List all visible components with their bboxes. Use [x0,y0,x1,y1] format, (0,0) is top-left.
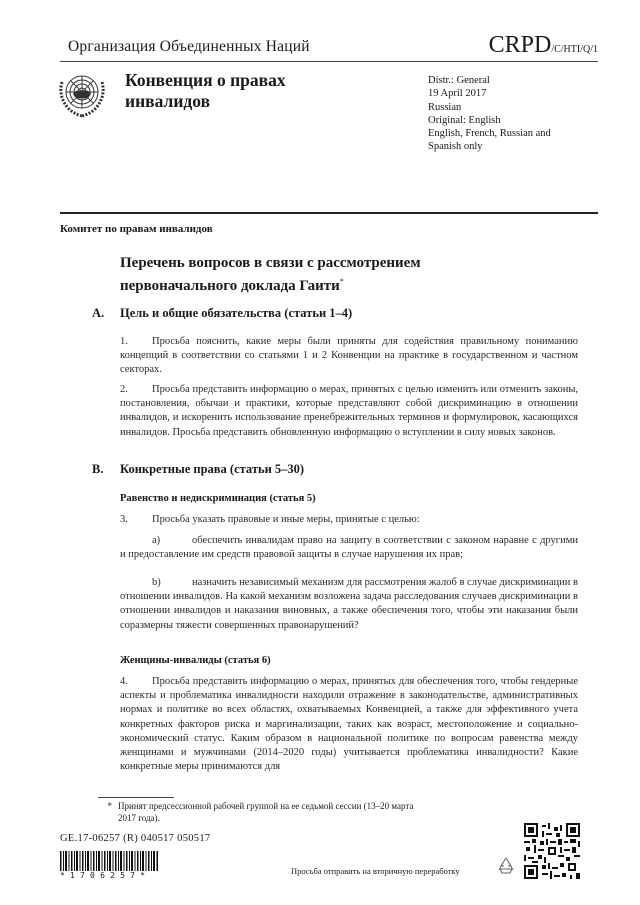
title-line1: Перечень вопросов в связи с рассмотрением [120,255,421,271]
distr-language: Russian [428,101,462,113]
committee-name: Комитет по правам инвалидов [60,223,213,235]
section-a-heading [92,306,352,321]
footnote [98,800,478,824]
paragraph-text: Просьба представить информацию о мерах, принятых для обеспечения того, чтобы гендерные аспекты и проблематика инвалидности находили отражение в законодательстве, административных нормах и политике во всех областях, охватываемых Конвенцией, а также для эффективного учета конкретных факторов риска и маргинализации, таких как возраст, местоположение и социально-экономический статус. Каким образом в национальной политике по вопросам равенства между женщинами и мужчинами (2014–2020 годы) учитывается проблематика инвалидности? Какие конкретные меры принимаются для [120,676,578,773]
footnote-mark: * [107,801,112,811]
subsection-heading-art5: Равенство и недискриминация (статья 5) [120,493,316,504]
convention-title [125,70,286,112]
header-thick-rule [60,212,598,214]
paragraph-3a [120,534,578,562]
footnote-text: Принят предсессионной рабочей группой на ее седьмой сессии (13–20 марта [118,801,414,811]
organization-name: Организация Объединенных Наций [68,38,310,55]
recycle-icon [495,855,517,877]
subparagraph-label: b) [152,577,161,588]
paragraph-text: назначить независимый механизм для рассмотрения жалоб в случае дискриминации в отношении инвалидов. На какой механизм возложена задача расследования случаев дискриминации в отношении инвалидов и наказания виновных, а также обеспечения того, чтобы эти наказания были соразмерны тяжести совершенных правонарушений? [120,577,578,631]
subparagraph-label: a) [152,535,161,546]
distr-languages: English, French, Russian and [428,128,551,140]
paragraph-text: Просьба пояснить, какие меры были приняты для содействия правильному пониманию концепций в соответствии со статьями 1 и 2 Конвенции на практике в государственном и частном секторах. [120,336,578,376]
paragraph-number: 2. [120,384,128,395]
recycle-text: Просьба отправить на вторичную переработку [291,866,460,876]
distr-original: Original: English [428,114,501,126]
convention-title-line1: Конвенция о правах [125,70,286,90]
distr-date: 19 April 2017 [428,88,487,100]
paragraph-4 [120,675,578,774]
subsection-heading-art6: Женщины-инвалиды (статья 6) [120,655,271,666]
section-letter: A. [92,306,105,320]
paragraph-1 [120,335,578,378]
footnote-rule [98,797,174,798]
paragraph-number: 3. [120,514,128,525]
section-letter: B. [92,462,104,476]
symbol-suffix: /C/HTI/Q/1 [551,44,598,55]
section-title: Конкретные права (статьи 5–30) [120,462,305,476]
document-title [120,254,421,295]
paragraph-text: обеспечить инвалидам право на защиту в соответствии с законом наравне с другими и предоставление им средств правовой защиты в случае нарушения их прав; [120,535,578,561]
distribution-block [428,74,551,154]
paragraph-text: Просьба представить информацию о мерах, принятых с целью изменить или отменить законы, постановления, обычаи и практики, которые представляют собой дискриминацию в отношении инвалидов, и искоренить использование пренебрежительных терминов и формулировок, касающихся инвалидов. Просьба представить обновленную информацию о вступлении в силу новых законов. [120,384,578,438]
paragraph-number: 4. [120,676,128,687]
distr-line: Distr.: General [428,75,490,86]
convention-title-line2: инвалидов [125,91,211,111]
header-rule [60,61,598,62]
un-emblem-icon [56,68,108,120]
title-footnote-mark[interactable]: * [339,276,344,286]
paragraph-text: Просьба указать правовые и иные меры, принятые с целью: [152,514,420,525]
qr-code-icon[interactable] [524,823,580,879]
paragraph-3 [120,513,578,527]
section-title: Цель и общие обязательства (статьи 1–4) [120,306,353,320]
paragraph-number: 1. [120,336,128,347]
footnote-text-cont: 2017 года). [118,813,160,823]
paragraph-2 [120,383,578,440]
barcode-text: *1706257* [60,871,151,880]
document-symbol [489,32,598,59]
barcode-icon [60,851,158,871]
section-b-heading [92,462,304,477]
paragraph-3b [120,576,578,633]
title-line2: первоначального доклада Гаити [120,277,340,294]
job-number: GE.17-06257 (R) 040517 050517 [60,833,211,844]
distr-languages-cont: Spanish only [428,141,483,153]
symbol-main: CRPD [488,32,552,58]
